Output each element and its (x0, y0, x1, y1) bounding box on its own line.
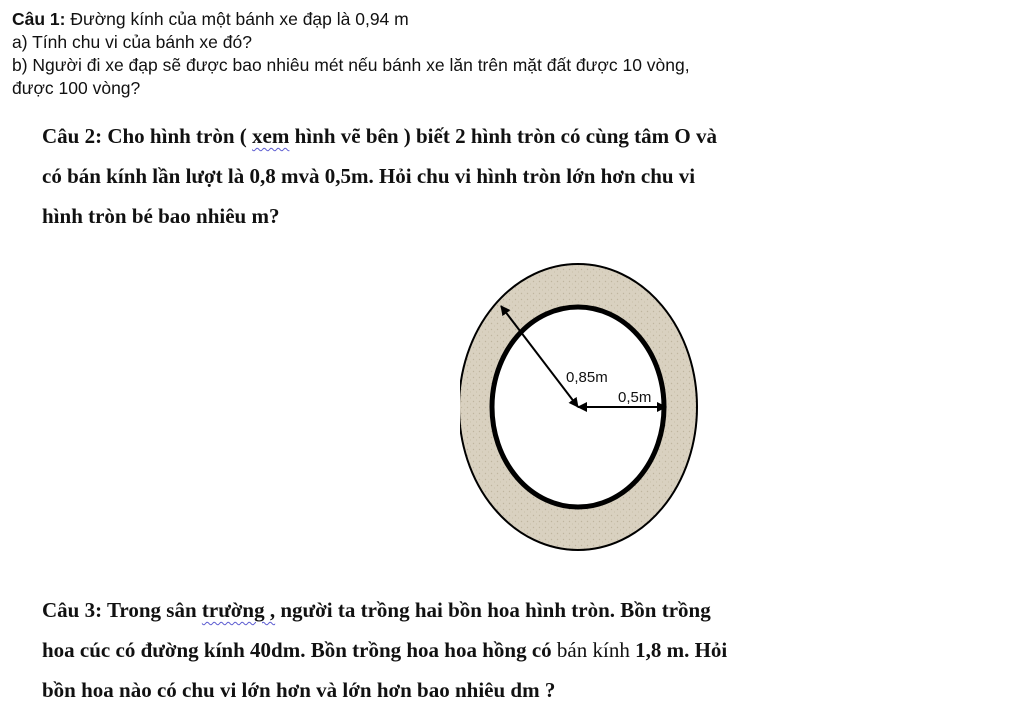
question-3-line2-start: hoa cúc có đường kính 40dm. Bồn trồng hoa hoa hồng có (42, 638, 557, 662)
question-2-line2: có bán kính lần lượt là 0,8 mvà 0,5m. Hỏi chu vi hình tròn lớn hơn chu vi (42, 164, 696, 188)
question-1-label: Câu 1: (12, 9, 66, 29)
outer-radius-label: 0,85m (566, 369, 608, 386)
question-3-line1-end: người ta trồng hai bồn hoa hình tròn. Bồn trồng (275, 598, 711, 622)
question-2-line3: hình tròn bé bao nhiêu m? (42, 204, 280, 228)
question-3-line1-start: Câu 3: Trong sân (42, 598, 202, 622)
question-3-line1 (42, 590, 1002, 630)
question-3-line2-end: 1,8 m. Hỏi (629, 638, 728, 662)
question-1b-line2: được 100 vòng? (12, 78, 141, 98)
question-3-line2-normal: bán kính (556, 638, 630, 662)
question-1b-line1: b) Người đi xe đạp sẽ được bao nhiêu mét nếu bánh xe lăn trên mặt đất được 10 vòng, (12, 55, 690, 75)
question-3 (42, 590, 1002, 710)
question-2-line1 (42, 116, 982, 156)
question-1 (12, 8, 1012, 100)
question-1-text: Đường kính của một bánh xe đạp là 0,94 m (65, 9, 409, 29)
concentric-circles-figure (460, 262, 730, 562)
inner-radius-label: 0,5m (618, 389, 652, 406)
question-3-line3: bồn hoa nào có chu vi lớn hơn và lớn hơn bao nhiêu dm ? (42, 678, 556, 702)
question-1-title (12, 8, 1012, 31)
question-3-wavy-word: trường , (201, 598, 276, 622)
question-3-line2 (42, 630, 1002, 670)
question-2 (42, 116, 982, 236)
question-2-line1-start: Câu 2: Cho hình tròn ( (42, 124, 253, 148)
question-2-line1-end: hình vẽ bên ) biết 2 hình tròn có cùng tâm O và (289, 124, 718, 148)
question-2-wavy-word: xem (252, 124, 290, 148)
question-1a: a) Tính chu vi của bánh xe đó? (12, 32, 252, 52)
